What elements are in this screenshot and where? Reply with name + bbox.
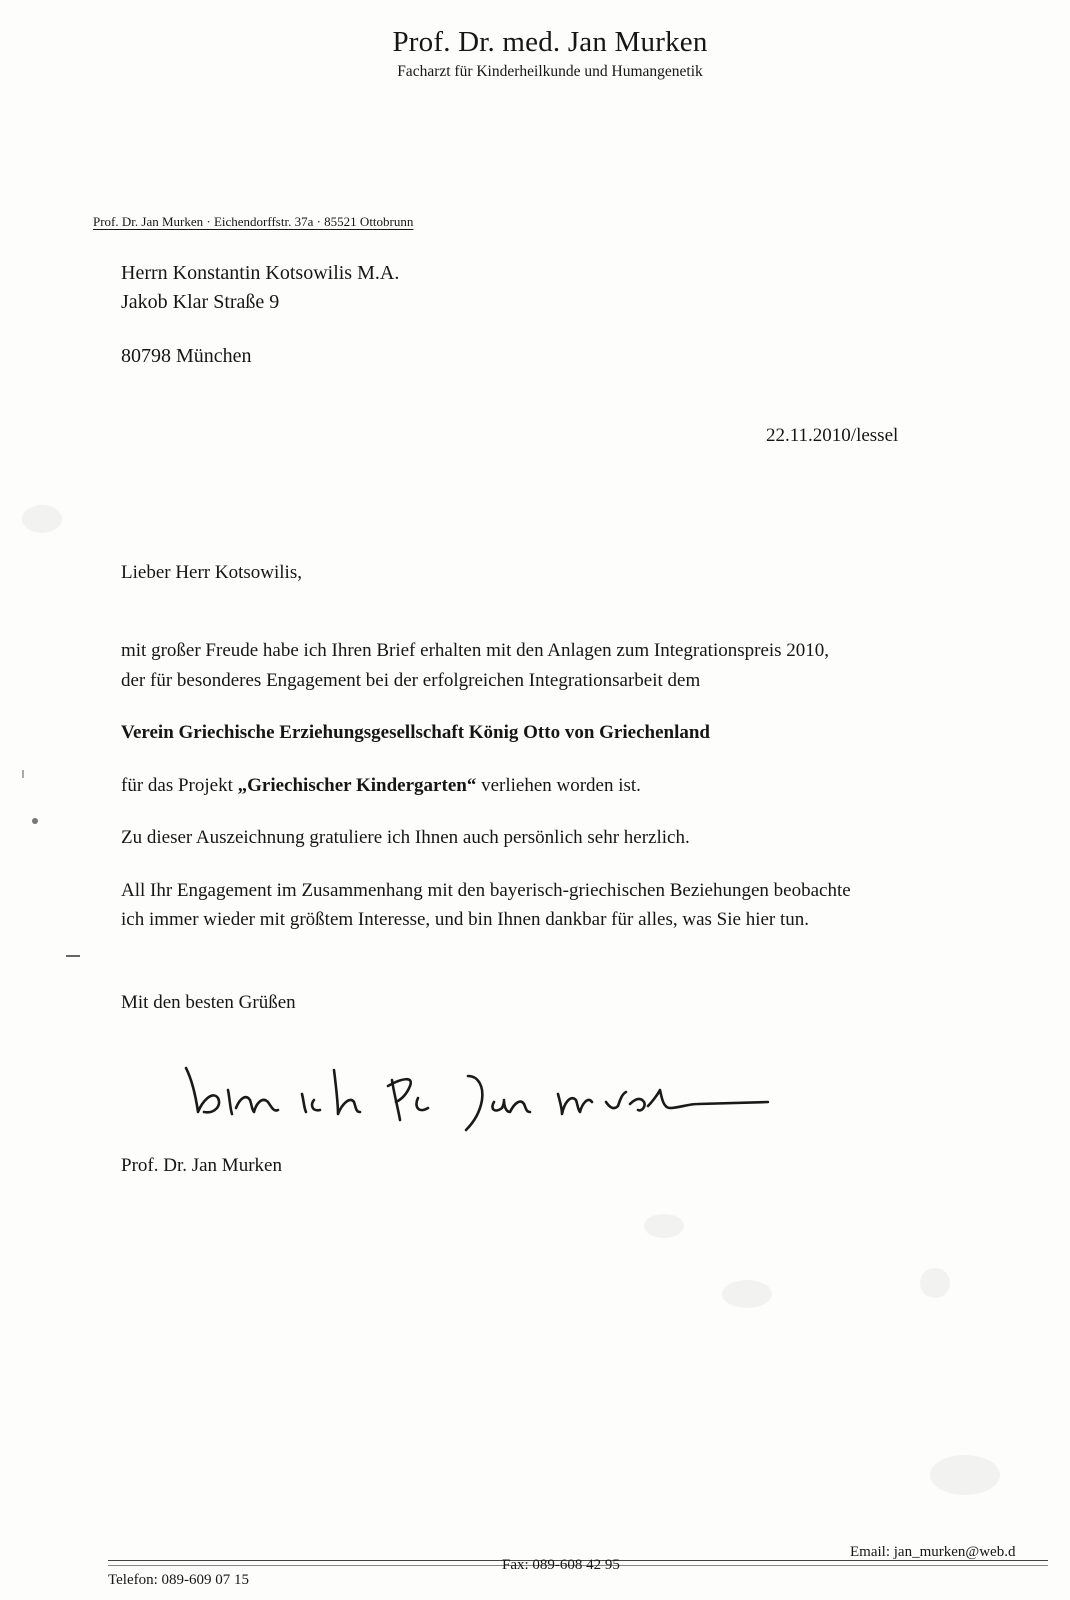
closing: Mit den besten Grüßen	[121, 992, 296, 1013]
paper-stain	[644, 1214, 684, 1238]
organization-name: Verein Griechische Erziehungsgesellschaft König Otto von Griechenland	[121, 722, 710, 743]
footer-email: Email: jan_murken@web.d	[850, 1544, 1016, 1560]
scan-speck	[22, 770, 24, 778]
paragraph-3-line-2: ich immer wieder mit größtem Interesse, und bin Ihnen dankbar für alles, was Sie hier tun.	[121, 909, 810, 930]
recipient-name: Herrn Konstantin Kotsowilis M.A.	[121, 262, 400, 284]
letterhead-name: Prof. Dr. med. Jan Murken	[392, 26, 708, 58]
letterhead-specialty: Facharzt für Kinderheilkunde und Humangenetik	[397, 63, 703, 80]
congratulations-line: Zu dieser Auszeichnung gratuliere ich Ihnen auch persönlich sehr herzlich.	[121, 827, 690, 848]
footer-phone: Telefon: 089-609 07 15	[108, 1572, 250, 1588]
signer-name: Prof. Dr. Jan Murken	[121, 1155, 282, 1176]
paper-stain	[930, 1455, 1000, 1495]
scan-speck	[32, 818, 38, 824]
project-prefix: für das Projekt	[121, 775, 233, 796]
scan-speck	[66, 955, 80, 957]
project-line	[121, 775, 641, 797]
paper-stain	[722, 1280, 772, 1308]
footer-fax: Fax: 089-608 42 95	[502, 1557, 620, 1573]
paper-stain	[22, 505, 62, 533]
letter-date: 22.11.2010/lessel	[766, 425, 899, 446]
paragraph-1-line-1: mit großer Freude habe ich Ihren Brief erhalten mit den Anlagen zum Integrationspreis 2010,	[121, 640, 830, 661]
recipient-street: Jakob Klar Straße 9	[121, 291, 280, 313]
handwritten-signature	[178, 1050, 788, 1140]
sender-return-address: Prof. Dr. Jan Murken · Eichendorffstr. 37a · 85521 Ottobrunn	[93, 214, 414, 229]
recipient-city: 80798 München	[121, 345, 252, 367]
paragraph-1-line-2: der für besonderes Engagement bei der erfolgreichen Integrationsarbeit dem	[121, 670, 701, 691]
paragraph-3-line-1: All Ihr Engagement im Zusammenhang mit den bayerisch-griechischen Beziehungen beobachte	[121, 880, 851, 901]
project-suffix: verliehen worden ist.	[481, 775, 641, 796]
salutation: Lieber Herr Kotsowilis,	[121, 562, 302, 583]
project-name: „Griechischer Kindergarten“	[237, 775, 477, 796]
paper-stain	[920, 1268, 950, 1298]
